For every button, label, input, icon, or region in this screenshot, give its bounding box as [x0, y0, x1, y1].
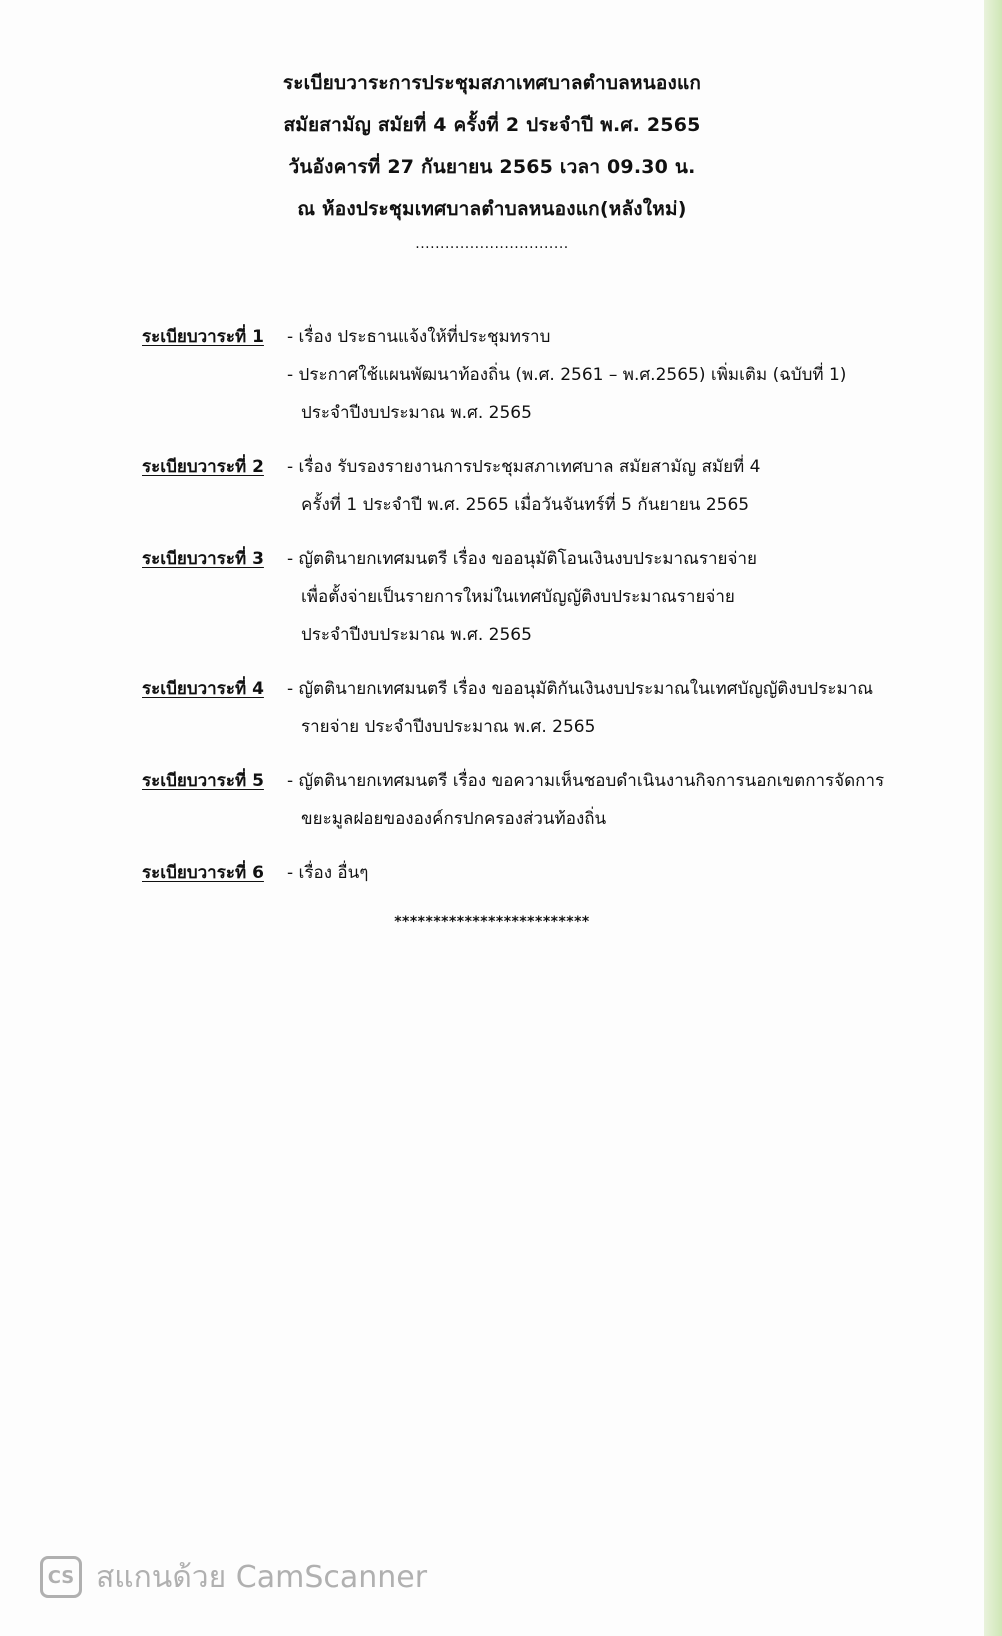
title-line-3: วันอังคารที่ 27 กันยายน 2565 เวลา 09.30 น.	[288, 156, 696, 178]
scan-edge	[984, 0, 1002, 1636]
agenda-label: ระเบียบวาระที่ 3	[142, 549, 264, 569]
header-divider: ...............................	[415, 236, 569, 252]
agenda-line: - ญัตตินายกเทศมนตรี เรื่อง ขออนุมัติกันเงินงบประมาณในเทศบัญญัติงบประมาณ	[287, 679, 874, 699]
agenda-label: ระเบียบวาระที่ 2	[142, 457, 264, 477]
agenda-item-2	[142, 448, 862, 524]
agenda-line: - ญัตตินายกเทศมนตรี เรื่อง ขออนุมัติโอนเงินงบประมาณรายจ่าย	[287, 549, 757, 569]
agenda-list	[142, 318, 885, 908]
agenda-line: - เรื่อง ประธานแจ้งให้ที่ประชุมทราบ	[287, 327, 551, 347]
agenda-label: ระเบียบวาระที่ 5	[142, 771, 264, 791]
footer-divider: *************************	[394, 914, 590, 930]
agenda-label: ระเบียบวาระที่ 4	[142, 679, 264, 699]
camscanner-watermark	[40, 1554, 427, 1600]
agenda-item-6	[142, 854, 862, 892]
agenda-line: รายจ่าย ประจำปีงบประมาณ พ.ศ. 2565	[301, 717, 596, 737]
document-header	[0, 62, 984, 254]
agenda-line: ประจำปีงบประมาณ พ.ศ. 2565	[301, 403, 532, 423]
agenda-label: ระเบียบวาระที่ 1	[142, 327, 264, 347]
watermark-text: สแกนด้วย CamScanner	[96, 1559, 428, 1595]
agenda-line: - ญัตตินายกเทศมนตรี เรื่อง ขอความเห็นชอบดำเนินงานกิจการนอกเขตการจัดการ	[287, 771, 885, 791]
agenda-line: เพื่อตั้งจ่ายเป็นรายการใหม่ในเทศบัญญัติงบประมาณรายจ่าย	[301, 587, 735, 607]
agenda-line: ขยะมูลฝอยขององค์กรปกครองส่วนท้องถิ่น	[301, 809, 607, 829]
agenda-item-5	[142, 762, 885, 838]
agenda-item-4	[142, 670, 874, 746]
agenda-line: - เรื่อง รับรองรายงานการประชุมสภาเทศบาล สมัยสามัญ สมัยที่ 4	[287, 457, 761, 477]
agenda-line: ครั้งที่ 1 ประจำปี พ.ศ. 2565 เมื่อวันจันทร์ที่ 5 กันยายน 2565	[301, 495, 750, 515]
camscanner-logo-icon: CS	[40, 1556, 82, 1598]
agenda-line: ประจำปีงบประมาณ พ.ศ. 2565	[301, 625, 532, 645]
title-line-4: ณ ห้องประชุมเทศบาลตำบลหนองแก(หลังใหม่)	[297, 198, 687, 220]
agenda-label: ระเบียบวาระที่ 6	[142, 863, 264, 883]
title-line-2: สมัยสามัญ สมัยที่ 4 ครั้งที่ 2 ประจำปี พ.ศ. 2565	[283, 114, 701, 136]
agenda-line: - เรื่อง อื่นๆ	[287, 863, 369, 883]
agenda-item-3	[142, 540, 862, 654]
agenda-item-1	[142, 318, 862, 432]
agenda-line: - ประกาศใช้แผนพัฒนาท้องถิ่น (พ.ศ. 2561 – พ.ศ.2565) เพิ่มเติม (ฉบับที่ 1)	[287, 365, 847, 385]
title-line-1: ระเบียบวาระการประชุมสภาเทศบาลตำบลหนองแก	[282, 72, 702, 94]
